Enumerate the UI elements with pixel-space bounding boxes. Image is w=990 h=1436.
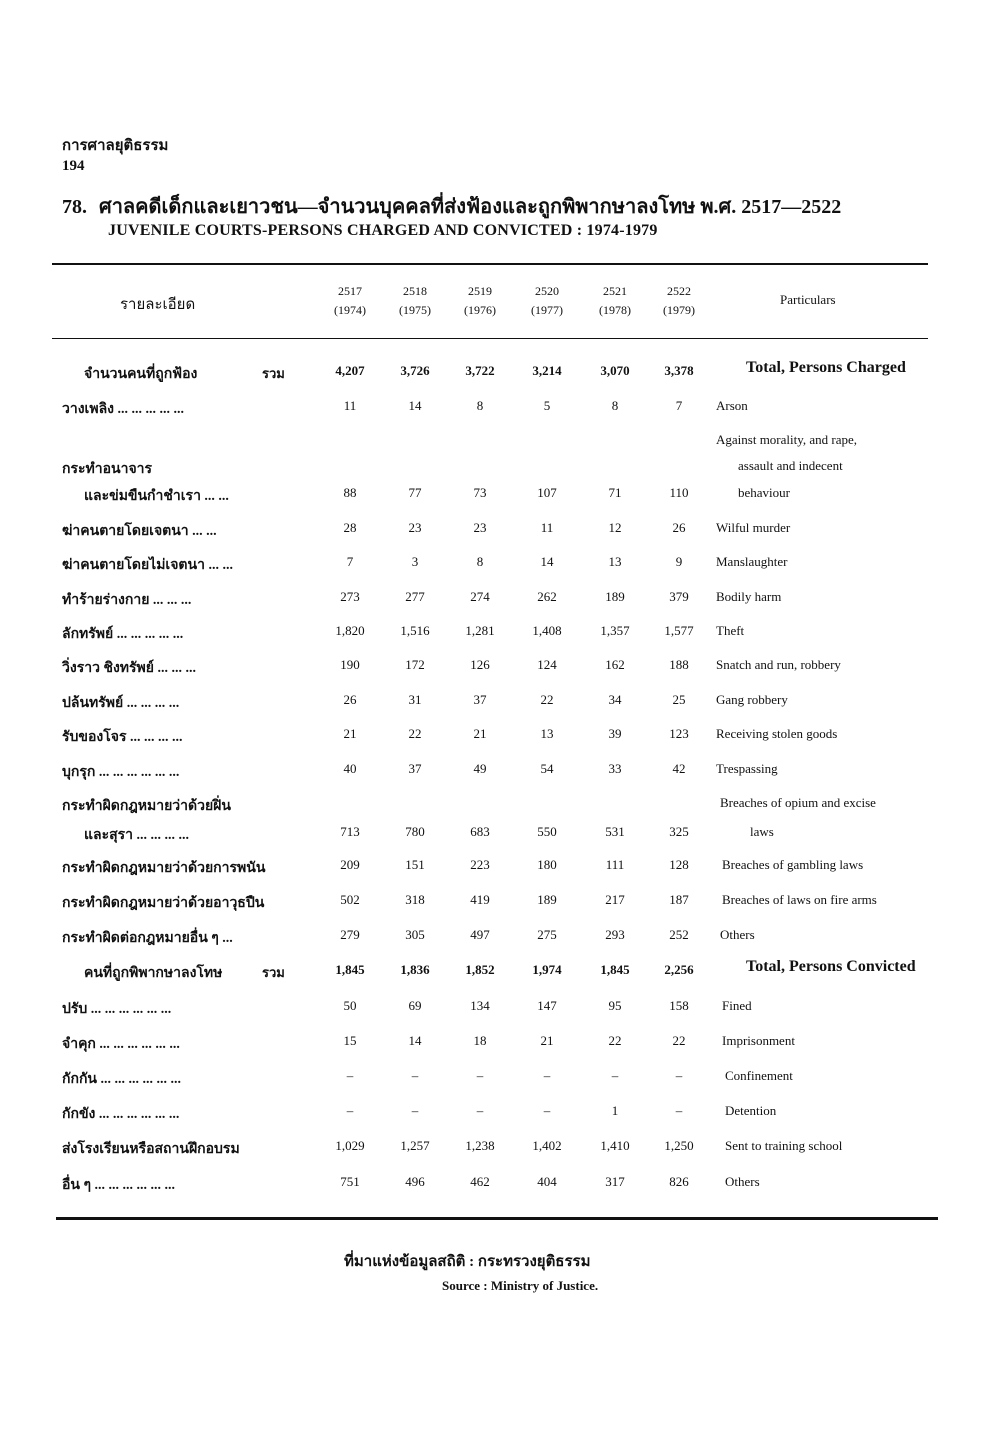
year-ce: (1977) <box>531 303 563 317</box>
row-label-en: Against morality, and rape, <box>716 432 858 447</box>
cell: 54 <box>540 761 554 776</box>
row-label-th: จำนวนคนที่ถูกฟ้อง <box>84 367 198 382</box>
cell: 22 <box>608 1033 622 1048</box>
cell: 275 <box>537 927 557 942</box>
cell: 26 <box>672 520 686 535</box>
cell: – <box>476 1103 484 1118</box>
table-row <box>0 657 990 677</box>
cell: 496 <box>405 1174 425 1189</box>
row-label-en: Others <box>720 927 755 942</box>
cell: 39 <box>608 726 622 741</box>
cell: 209 <box>340 857 360 872</box>
cell: 1,257 <box>400 1138 430 1153</box>
table-row <box>0 1033 990 1053</box>
year-be: 2521 <box>603 284 627 298</box>
table-row <box>0 1138 990 1158</box>
cell: 124 <box>537 657 557 672</box>
cell: 277 <box>405 589 425 604</box>
cell: – <box>346 1068 354 1083</box>
row-label-en: Others <box>725 1174 760 1189</box>
year-ce: (1979) <box>663 303 695 317</box>
cell: 305 <box>405 927 425 942</box>
bottom-rule <box>56 1217 938 1220</box>
row-label-th: วิ่งราว ชิงทรัพย์ ... ... ... <box>62 661 196 676</box>
cell: 25 <box>672 692 686 707</box>
table-row <box>0 892 990 912</box>
year-ce: (1975) <box>399 303 431 317</box>
cell: 419 <box>470 892 490 907</box>
table-row <box>0 485 990 505</box>
table-row <box>0 998 990 1018</box>
cell: 40 <box>343 761 357 776</box>
cell: 713 <box>340 824 360 839</box>
row-label-en: Manslaughter <box>716 554 788 569</box>
running-head: การศาลยุติธรรม <box>62 138 169 154</box>
cell: 189 <box>605 589 625 604</box>
cell: 502 <box>340 892 360 907</box>
row-label-th: ลักทรัพย์ ... ... ... ... ... <box>62 627 184 642</box>
row-label-en: behaviour <box>738 485 790 500</box>
table-row <box>0 1103 990 1123</box>
year-header-2517 <box>318 282 382 320</box>
cell: 189 <box>537 892 557 907</box>
cell: 780 <box>405 824 425 839</box>
row-label-th: กระทำผิดต่อกฎหมายอื่น ๆ ... <box>62 931 233 946</box>
year-ce: (1974) <box>334 303 366 317</box>
cell: 531 <box>605 824 625 839</box>
header-particulars-en: Particulars <box>780 292 836 307</box>
year-be: 2519 <box>468 284 492 298</box>
cell: 180 <box>537 857 557 872</box>
cell: 1,250 <box>664 1138 694 1153</box>
cell: 8 <box>476 398 484 413</box>
row-label-en: Arson <box>716 398 748 413</box>
cell: 3,726 <box>400 363 430 378</box>
cell: – <box>411 1103 419 1118</box>
cell: 1,974 <box>532 962 562 977</box>
total-word: รวม <box>262 366 285 381</box>
cell: 42 <box>672 761 686 776</box>
table-row <box>0 398 990 418</box>
cell: 1,577 <box>664 623 694 638</box>
cell: 11 <box>540 520 554 535</box>
cell: 8 <box>476 554 484 569</box>
cell: 22 <box>672 1033 686 1048</box>
cell: 1,029 <box>335 1138 365 1153</box>
row-label-en: laws <box>750 824 774 839</box>
cell: 2,256 <box>664 962 694 977</box>
cell: 134 <box>470 998 490 1013</box>
cell: 1,402 <box>532 1138 562 1153</box>
cell: 21 <box>540 1033 554 1048</box>
year-be: 2520 <box>535 284 559 298</box>
table-number: 78. <box>62 196 87 218</box>
row-label-th: ฆ่าคนตายโดยเจตนา ... ... <box>62 524 217 539</box>
cell: 462 <box>470 1174 490 1189</box>
row-label-th: คนที่ถูกพิพากษาลงโทษ <box>84 966 223 981</box>
cell: 3,722 <box>465 363 495 378</box>
cell: 273 <box>340 589 360 604</box>
row-label-th: ส่งโรงเรียนหรือสถานฝึกอบรม <box>62 1142 240 1157</box>
cell: 1,410 <box>600 1138 630 1153</box>
row-label-en: Fined <box>722 998 752 1013</box>
table-row <box>0 520 990 540</box>
cell: – <box>543 1103 551 1118</box>
cell: 279 <box>340 927 360 942</box>
table-title-th <box>62 190 841 222</box>
cell: 28 <box>343 520 357 535</box>
cell: 11 <box>343 398 357 413</box>
cell: 379 <box>669 589 689 604</box>
cell: – <box>346 1103 354 1118</box>
year-header-2518 <box>383 282 447 320</box>
cell: 7 <box>346 554 354 569</box>
cell: 318 <box>405 892 425 907</box>
cell: 252 <box>669 927 689 942</box>
cell: 107 <box>537 485 557 500</box>
row-label-th: กระทำอนาจาร <box>62 462 153 477</box>
cell: 50 <box>343 998 357 1013</box>
row-label-en: Total, Persons Charged <box>746 359 906 376</box>
cell: 8 <box>611 398 619 413</box>
table-row-total-charged <box>0 359 990 383</box>
cell: 3,378 <box>664 363 694 378</box>
row-label-th: และสุรา ... ... ... ... <box>84 828 190 843</box>
cell: 1,845 <box>335 962 365 977</box>
cell: 22 <box>408 726 422 741</box>
cell: 21 <box>473 726 487 741</box>
cell: 293 <box>605 927 625 942</box>
row-label-th: รับของโจร ... ... ... ... <box>62 730 183 745</box>
cell: 151 <box>405 857 425 872</box>
row-label-th: ปล้นทรัพย์ ... ... ... ... <box>62 696 180 711</box>
cell: 77 <box>408 485 422 500</box>
row-label-th: กระทำผิดกฎหมายว่าด้วยการพนัน <box>62 861 266 876</box>
cell: 110 <box>669 485 689 500</box>
table-row <box>0 1068 990 1088</box>
cell: 111 <box>605 857 625 872</box>
row-label-th: กระทำผิดกฎหมายว่าด้วยอาวุธปืน <box>62 896 265 911</box>
source-th: ที่มาแห่งข้อมูลสถิติ : กระทรวงยุติธรรม <box>344 1254 591 1270</box>
page-number: 194 <box>62 158 85 174</box>
cell: 33 <box>608 761 622 776</box>
cell: 274 <box>470 589 490 604</box>
table-row <box>0 554 990 574</box>
cell: 158 <box>669 998 689 1013</box>
cell: 69 <box>408 998 422 1013</box>
cell: 5 <box>543 398 551 413</box>
cell: 190 <box>340 657 360 672</box>
year-ce: (1978) <box>599 303 631 317</box>
year-be: 2517 <box>338 284 362 298</box>
cell: 23 <box>473 520 487 535</box>
row-label-en: Snatch and run, robbery <box>716 657 841 672</box>
cell: 1,357 <box>600 623 630 638</box>
cell: 23 <box>408 520 422 535</box>
cell: 223 <box>470 857 490 872</box>
cell: 49 <box>473 761 487 776</box>
row-label-en: Breaches of opium and excise <box>720 795 876 810</box>
cell: 3 <box>411 554 419 569</box>
cell: 7 <box>675 398 683 413</box>
table-row-continuation <box>0 795 990 815</box>
cell: 4,207 <box>335 363 365 378</box>
year-header-2521 <box>583 282 647 320</box>
cell: 1,820 <box>335 623 365 638</box>
cell: – <box>675 1068 683 1083</box>
row-label-en: Total, Persons Convicted <box>746 958 916 975</box>
table-row <box>0 623 990 643</box>
cell: 404 <box>537 1174 557 1189</box>
cell: 217 <box>605 892 625 907</box>
cell: 21 <box>343 726 357 741</box>
row-label-en: Receiving stolen goods <box>716 726 838 741</box>
cell: 123 <box>669 726 689 741</box>
cell: 1,845 <box>600 962 630 977</box>
row-label-en: Wilful murder <box>716 520 791 535</box>
cell: 31 <box>408 692 422 707</box>
cell: 826 <box>669 1174 689 1189</box>
cell: – <box>411 1068 419 1083</box>
row-label-en: assault and indecent <box>738 458 843 473</box>
cell: 162 <box>605 657 625 672</box>
cell: 1,238 <box>465 1138 495 1153</box>
cell: 88 <box>343 485 357 500</box>
cell: – <box>611 1068 619 1083</box>
cell: 550 <box>537 824 557 839</box>
row-label-th: กักกัน ... ... ... ... ... ... <box>62 1072 181 1087</box>
row-label-th: ปรับ ... ... ... ... ... ... <box>62 1002 172 1017</box>
cell: 1 <box>611 1103 619 1118</box>
row-label-th: อื่น ๆ ... ... ... ... ... ... <box>62 1178 175 1193</box>
cell: 37 <box>473 692 487 707</box>
year-header-2522 <box>647 282 711 320</box>
cell: – <box>543 1068 551 1083</box>
cell: – <box>476 1068 484 1083</box>
row-label-en: Detention <box>725 1103 777 1118</box>
cell: 1,408 <box>532 623 562 638</box>
row-label-en: Confinement <box>725 1068 793 1083</box>
cell: 3,214 <box>532 363 562 378</box>
cell: 262 <box>537 589 557 604</box>
cell: 14 <box>408 1033 422 1048</box>
cell: 95 <box>608 998 622 1013</box>
row-label-th: ทำร้ายร่างกาย ... ... ... <box>62 593 192 608</box>
table-row <box>0 726 990 746</box>
header-rule <box>52 338 928 339</box>
cell: 1,836 <box>400 962 430 977</box>
cell: 751 <box>340 1174 360 1189</box>
year-header-2520 <box>515 282 579 320</box>
table-row <box>0 824 990 844</box>
row-label-en: Sent to training school <box>725 1138 843 1153</box>
row-label-th: และข่มขืนกำชำเรา ... ... <box>84 489 229 504</box>
year-be: 2518 <box>403 284 427 298</box>
row-label-en: Trespassing <box>716 761 778 776</box>
table-row <box>0 1174 990 1194</box>
table-row <box>0 927 990 947</box>
year-be: 2522 <box>667 284 691 298</box>
cell: 325 <box>669 824 689 839</box>
cell: 22 <box>540 692 554 707</box>
total-word: รวม <box>262 965 285 980</box>
cell: 188 <box>669 657 689 672</box>
cell: 15 <box>343 1033 357 1048</box>
cell: 37 <box>408 761 422 776</box>
cell: 128 <box>669 857 689 872</box>
table-row <box>0 589 990 609</box>
row-label-th: วางเพลิง ... ... ... ... ... <box>62 402 184 417</box>
row-label-th: จำคุก ... ... ... ... ... ... <box>62 1037 180 1052</box>
cell: 497 <box>470 927 490 942</box>
cell: 14 <box>408 398 422 413</box>
cell: 71 <box>608 485 622 500</box>
cell: 12 <box>608 520 622 535</box>
year-header-2519 <box>448 282 512 320</box>
cell: 73 <box>473 485 487 500</box>
table-row <box>0 857 990 877</box>
cell: 26 <box>343 692 357 707</box>
row-label-en: Bodily harm <box>716 589 782 604</box>
table-row <box>0 692 990 712</box>
row-label-th: กระทำผิดกฎหมายว่าด้วยฝิ่น <box>62 799 231 814</box>
table-title-en: JUVENILE COURTS-PERSONS CHARGED AND CONVICTED : 1974-1979 <box>108 222 658 239</box>
table-row-continuation <box>0 432 990 452</box>
year-ce: (1976) <box>464 303 496 317</box>
table-row-continuation <box>0 458 990 478</box>
title-th-text: ศาลคดีเด็กและเยาวชน—จำนวนบุคคลที่ส่งฟ้องและถูกพิพากษาลงโทษ พ.ศ. 2517—2522 <box>99 196 842 218</box>
cell: – <box>675 1103 683 1118</box>
cell: 3,070 <box>600 363 630 378</box>
row-label-th: กักขัง ... ... ... ... ... ... <box>62 1107 180 1122</box>
row-label-en: Theft <box>716 623 745 638</box>
cell: 317 <box>605 1174 625 1189</box>
cell: 13 <box>540 726 554 741</box>
header-particulars-th: รายละเอียด <box>120 297 196 313</box>
cell: 1,281 <box>465 623 495 638</box>
row-label-en: Imprisonment <box>722 1033 795 1048</box>
cell: 9 <box>675 554 683 569</box>
table-row <box>0 761 990 781</box>
cell: 187 <box>669 892 689 907</box>
row-label-en: Gang robbery <box>716 692 788 707</box>
row-label-th: บุกรุก ... ... ... ... ... ... <box>62 765 180 780</box>
cell: 13 <box>608 554 622 569</box>
cell: 1,852 <box>465 962 495 977</box>
top-rule <box>52 263 928 265</box>
row-label-th: ฆ่าคนตายโดยไม่เจตนา ... ... <box>62 558 233 573</box>
cell: 683 <box>470 824 490 839</box>
row-label-en: Breaches of laws on fire arms <box>722 892 877 907</box>
cell: 18 <box>473 1033 487 1048</box>
cell: 147 <box>537 998 557 1013</box>
row-label-en: Breaches of gambling laws <box>722 857 864 872</box>
cell: 126 <box>470 657 490 672</box>
cell: 14 <box>540 554 554 569</box>
source-en: Source : Ministry of Justice. <box>442 1278 599 1293</box>
cell: 1,516 <box>400 623 430 638</box>
table-row-total-convicted <box>0 958 990 982</box>
cell: 34 <box>608 692 622 707</box>
cell: 172 <box>405 657 425 672</box>
